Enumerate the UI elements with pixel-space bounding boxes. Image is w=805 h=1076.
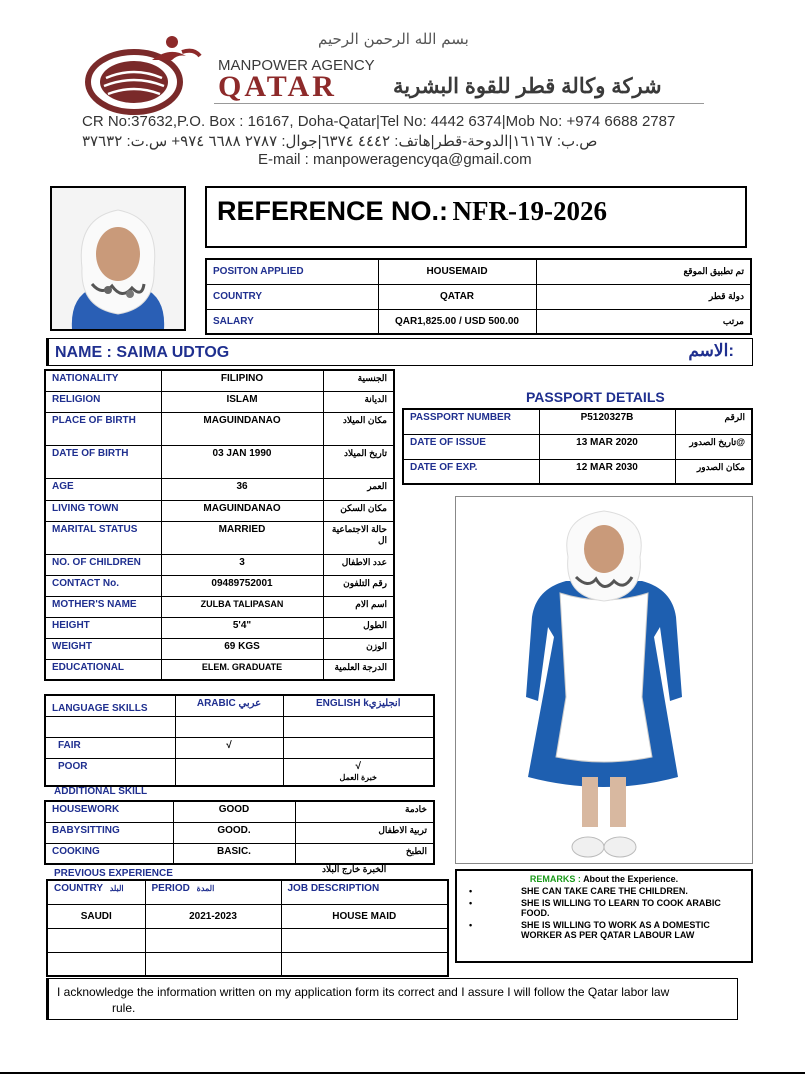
table-row [206, 284, 751, 309]
country-header [47, 880, 145, 904]
housework-value: GOOD [173, 801, 295, 822]
table-row [45, 617, 394, 638]
nationality-arabic: الجنسية [323, 370, 394, 391]
children-label: NO. OF CHILDREN [45, 554, 161, 575]
table-row [45, 575, 394, 596]
salary-value: QAR1,825.00 / USD 500.00 [378, 309, 536, 334]
empty-cell [283, 716, 434, 737]
reference-box [205, 186, 747, 248]
cooking-value: BASIC. [173, 843, 295, 864]
empty-cell [145, 952, 281, 976]
empty-cell [281, 928, 448, 952]
position-table [205, 258, 752, 335]
table-row [45, 822, 434, 843]
age-label: AGE [45, 478, 161, 500]
remarks-label: REMARKS : [529, 874, 581, 884]
cooking-label: COOKING [45, 843, 173, 864]
previous-experience-arabic: الخبرة خارج البلاد [322, 864, 387, 874]
fair-arabic-check: √ [175, 737, 283, 758]
list-item: • SHE CAN TAKE CARE THE CHILDREN. [469, 886, 688, 896]
table-row [403, 459, 752, 484]
empty-cell [175, 758, 283, 786]
table-row [45, 801, 434, 822]
experience-country: SAUDI [47, 904, 145, 928]
weight-arabic: الوزن [323, 638, 394, 659]
header-divider [214, 103, 704, 104]
children-arabic: عدد الاطفال [323, 554, 394, 575]
applicant-full-body-photo [455, 496, 753, 864]
table-row [45, 716, 434, 737]
religion-arabic: الديانة [323, 391, 394, 412]
babysitting-label: BABYSITTING [45, 822, 173, 843]
living-town-arabic: مكان السكن [323, 500, 394, 521]
english-header: ENGLISH kانجليزي [283, 695, 434, 716]
applicant-headshot [50, 186, 186, 331]
empty-cell [283, 737, 434, 758]
mother-name-arabic: اسم الام [323, 596, 394, 617]
name-bar [46, 338, 753, 366]
contact-email: E-mail : manpoweragencyqa@gmail.com [258, 151, 532, 168]
table-row [403, 434, 752, 459]
place-of-birth-value: MAGUINDANAO [161, 412, 323, 445]
table-row [45, 554, 394, 575]
previous-experience-title: PREVIOUS EXPERIENCE [54, 868, 173, 879]
table-row [45, 478, 394, 500]
acknowledgement-line1: I acknowledge the information written on my application form its correct and I assure I will follow the Qatar labor law [57, 985, 670, 999]
experience-job: HOUSE MAID [281, 904, 448, 928]
fair-label: FAIR [45, 737, 175, 758]
mother-name-label: MOTHER'S NAME [45, 596, 161, 617]
empty-cell [281, 952, 448, 976]
empty-cell [47, 952, 145, 976]
empty-cell [47, 928, 145, 952]
remark-text: SHE IS WILLING TO WORK AS A DOMESTIC WORKER AS PER QATAR LABOUR LAW [521, 920, 710, 940]
table-row [47, 880, 448, 904]
education-value: ELEM. GRADUATE [161, 659, 323, 680]
table-row [45, 521, 394, 554]
position-arabic: تم تطبيق الموقع [536, 259, 751, 284]
table-row [45, 445, 394, 478]
table-row [45, 500, 394, 521]
name-arabic-label: الاسم: [688, 341, 734, 360]
contact-arabic: ص.ب: ١٦١٦٧|الدوحة-قطر|هاتف: ٤٤٤٢ ٦٣٧٤|جوال: ٢٧٨٧ ٦٦٨٨ ٩٧٤+ س.ت: ٣٧٦٣٢ [82, 133, 598, 150]
period-header-arabic: المدة [196, 884, 215, 893]
housework-label: HOUSEWORK [45, 801, 173, 822]
salary-label: SALARY [206, 309, 378, 334]
applicant-name: NAME : SAIMA UDTOG [55, 344, 230, 361]
passport-details-title: PASSPORT DETAILS [526, 389, 665, 405]
table-row [45, 638, 394, 659]
passport-number-value: P5120327B [539, 409, 675, 434]
weight-value: 69 KGS [161, 638, 323, 659]
remarks-box [455, 869, 753, 963]
experience-table [46, 879, 449, 977]
date-of-birth-label: DATE OF BIRTH [45, 445, 161, 478]
passport-number-arabic: الرقم [675, 409, 752, 434]
list-item: • SHE IS WILLING TO LEARN TO COOK ARABIC FOOD. [469, 898, 721, 918]
empty-cell [45, 716, 175, 737]
period-header [145, 880, 281, 904]
contact-arabic: رقم التلفون [323, 575, 394, 596]
nationality-value: FILIPINO [161, 370, 323, 391]
expiry-date-label: DATE OF EXP. [403, 459, 539, 484]
empty-cell [145, 928, 281, 952]
living-town-label: LIVING TOWN [45, 500, 161, 521]
table-row [45, 695, 434, 716]
table-row [403, 409, 752, 434]
country-value: QATAR [378, 284, 536, 309]
table-row [45, 737, 434, 758]
issue-date-label: DATE OF ISSUE [403, 434, 539, 459]
marital-status-label: MARITAL STATUS [45, 521, 161, 554]
marital-status-arabic: حالة الاجتماعية ال [323, 521, 394, 554]
empty-cell [175, 716, 283, 737]
poor-label: POOR [45, 758, 175, 786]
acknowledgement-box [46, 978, 738, 1020]
religion-label: RELIGION [45, 391, 161, 412]
religion-value: ISLAM [161, 391, 323, 412]
mother-name-value: ZULBA TALIPASAN [161, 596, 323, 617]
table-row [206, 309, 751, 334]
bismillah-calligraphy: بسم الله الرحمن الرحيم [318, 30, 469, 48]
height-value: 5'4" [161, 617, 323, 638]
agency-logo [82, 30, 212, 122]
table-row [45, 391, 394, 412]
agency-name-arabic: شركة وكالة قطر للقوة البشرية [393, 75, 662, 98]
place-of-birth-label: PLACE OF BIRTH [45, 412, 161, 445]
table-row [45, 659, 394, 680]
salary-arabic: مرتب [536, 309, 751, 334]
table-row [47, 904, 448, 928]
education-arabic: الدرجة العلمية [323, 659, 394, 680]
cooking-arabic: الطبخ [295, 843, 434, 864]
country-arabic: دولة قطر [536, 284, 751, 309]
language-skills-table [44, 694, 435, 787]
table-row [45, 758, 434, 786]
table-row [47, 928, 448, 952]
job-description-header: JOB DESCRIPTION [281, 880, 448, 904]
country-header-label: COUNTRY [54, 883, 103, 894]
country-label: COUNTRY [206, 284, 378, 309]
height-label: HEIGHT [45, 617, 161, 638]
additional-skill-title: ADDITIONAL SKILL [54, 786, 148, 797]
remarks-list [457, 886, 751, 940]
passport-table [402, 408, 753, 485]
height-arabic: الطول [323, 617, 394, 638]
education-label: EDUCATIONAL [45, 659, 161, 680]
reference-label: REFERENCE NO.: [217, 196, 449, 226]
table-row [45, 843, 434, 864]
age-arabic: العمر [323, 478, 394, 500]
age-value: 36 [161, 478, 323, 500]
table-row [45, 412, 394, 445]
contact-label: CONTACT No. [45, 575, 161, 596]
page-bottom-rule [0, 1072, 805, 1074]
additional-skill-table [44, 800, 435, 865]
country-header-arabic: البلد [109, 884, 124, 893]
nationality-label: NATIONALITY [45, 370, 161, 391]
language-skills-label: LANGUAGE SKILLS [45, 695, 175, 716]
passport-number-label: PASSPORT NUMBER [403, 409, 539, 434]
marital-status-value: MARRIED [161, 521, 323, 554]
expiry-date-arabic: مكان الصدور [675, 459, 752, 484]
work-experience-arabic: خبرة العمل [339, 772, 377, 782]
reference-number: NFR-19-2026 [452, 196, 607, 226]
housework-arabic: خادمة [295, 801, 434, 822]
poor-english-check: √ [355, 760, 361, 772]
date-of-birth-arabic: تاريخ الميلاد [323, 445, 394, 478]
position-label: POSITON APPLIED [206, 259, 378, 284]
issue-date-value: 13 MAR 2020 [539, 434, 675, 459]
remarks-title-rest: About the Experience. [583, 874, 679, 884]
remark-text: SHE CAN TAKE CARE THE CHILDREN. [521, 886, 688, 896]
expiry-date-value: 12 MAR 2030 [539, 459, 675, 484]
period-header-label: PERIOD [151, 883, 190, 894]
poor-english-cell [283, 758, 434, 786]
place-of-birth-arabic: مكان الميلاد [323, 412, 394, 445]
table-row [45, 596, 394, 617]
issue-date-arabic: @تاريخ الصدور [675, 434, 752, 459]
remarks-title [457, 874, 751, 884]
agency-name-line2: QATAR [218, 70, 337, 103]
contact-value: 09489752001 [161, 575, 323, 596]
living-town-value: MAGUINDANAO [161, 500, 323, 521]
babysitting-arabic: تربية الاطفال [295, 822, 434, 843]
remark-text: SHE IS WILLING TO LEARN TO COOK ARABIC FOOD. [521, 898, 721, 918]
agency-name-line1: MANPOWER AGENCY [218, 57, 375, 74]
babysitting-value: GOOD. [173, 822, 295, 843]
arabic-header: ARABIC عربي [175, 695, 283, 716]
date-of-birth-value: 03 JAN 1990 [161, 445, 323, 478]
table-row [45, 370, 394, 391]
weight-label: WEIGHT [45, 638, 161, 659]
experience-period: 2021-2023 [145, 904, 281, 928]
acknowledgement-line2: rule. [112, 1001, 136, 1015]
table-row [206, 259, 751, 284]
list-item: • SHE IS WILLING TO WORK AS A DOMESTIC WORKER AS PER QATAR LABOUR LAW [469, 920, 710, 940]
children-value: 3 [161, 554, 323, 575]
personal-details-table [44, 369, 395, 681]
table-row [47, 952, 448, 976]
position-value: HOUSEMAID [378, 259, 536, 284]
contact-english: CR No:37632,P.O. Box : 16167, Doha-Qatar|Tel No: 4442 6374|Mob No: +974 6688 2787 [82, 113, 676, 130]
